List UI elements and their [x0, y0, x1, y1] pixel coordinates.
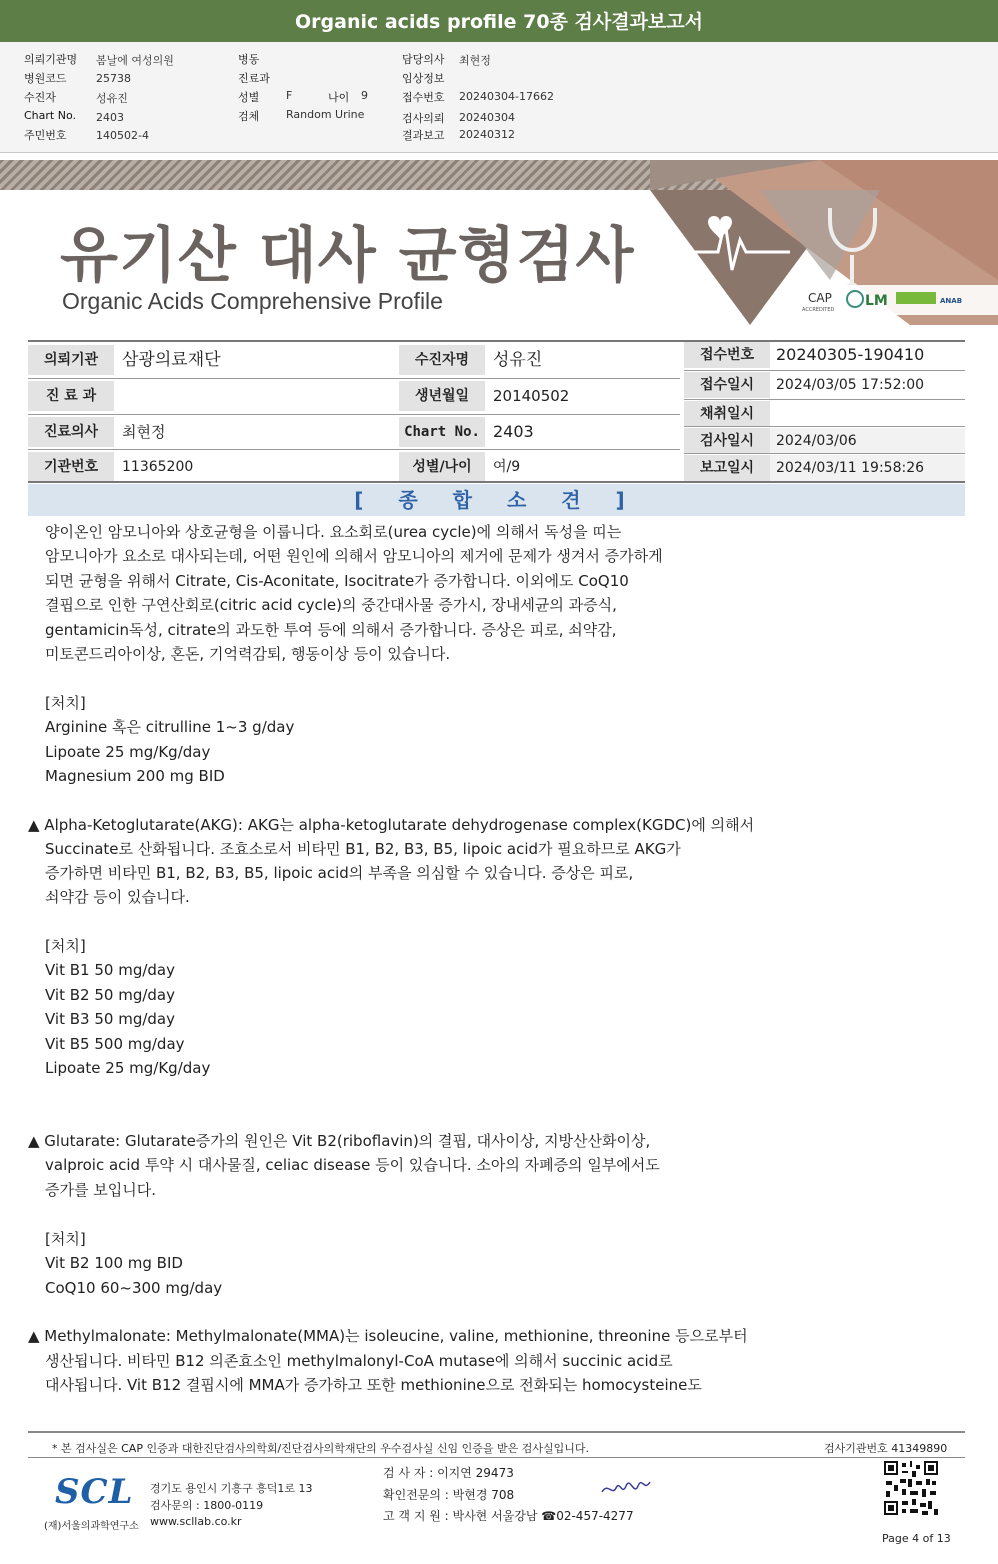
- institution-code-label: 기관번호: [28, 452, 114, 482]
- reception-no-value: 20240305-190410: [776, 345, 925, 364]
- accredited-label: ACCREDITED: [802, 307, 835, 313]
- specimen-value: Random Urine: [286, 108, 365, 121]
- dob-value: 20140502: [485, 381, 680, 411]
- signature-image: [598, 1478, 654, 1500]
- report-header: [0, 0, 998, 153]
- banner-artwork: [650, 160, 998, 325]
- treatment-item: Lipoate 25 mg/Kg/day: [45, 743, 211, 761]
- phone-inquiry: 검사문의 : 1800-0119: [150, 1499, 264, 1512]
- cap-logo: CAP: [808, 291, 832, 305]
- treatment-item: Magnesium 200 mg BID: [45, 767, 225, 785]
- report-title: Organic acids profile 70종 검사결과보고서: [0, 0, 998, 42]
- dept-label: 진료과: [238, 72, 270, 85]
- treatment-item: Arginine 혹은 citrulline 1~3 g/day: [45, 718, 295, 736]
- age-label: 나이: [328, 91, 350, 104]
- treatment-item: Vit B2 50 mg/day: [45, 986, 175, 1004]
- organization-name: (재)서울의과학연구소: [44, 1521, 139, 1532]
- report-date-value: 2024/03/11 19:58:26: [770, 455, 965, 481]
- treatment-label: [처치]: [45, 1230, 86, 1248]
- treatment-item: CoQ10 60~300 mg/day: [45, 1279, 223, 1297]
- lab-number: 검사기관번호 41349890: [824, 1442, 948, 1455]
- body-line: 증가를 보입니다.: [45, 1181, 156, 1199]
- banner-title-english: Organic Acids Comprehensive Profile: [62, 288, 443, 314]
- header-value: 봄날에 여성의원: [96, 54, 174, 67]
- scl-logo: SCL: [55, 1472, 134, 1512]
- page-number: Page 4 of 13: [882, 1532, 951, 1545]
- patient-name-value: 성유진: [485, 345, 680, 375]
- body-line: 대사됩니다. Vit B12 결핍시에 MMA가 증가하고 또한 methionine으로 전화되는 homocysteine도: [45, 1376, 702, 1394]
- header-value: 20240312: [459, 128, 515, 141]
- treatment-item: Lipoate 25 mg/Kg/day: [45, 1059, 211, 1077]
- treatment-item: Vit B5 500 mg/day: [45, 1035, 185, 1053]
- header-label: 병원코드: [24, 72, 67, 85]
- reception-date-label: 접수일시: [684, 372, 770, 398]
- treatment-label: [처치]: [45, 694, 86, 712]
- customer-support: 고 객 지 원 : 박사현 서울강남 ☎02-457-4277: [383, 1509, 634, 1523]
- body-line: 양이온인 암모니아와 상호균형을 이룹니다. 요소회로(urea cycle)에 의해서 독성을 띠는: [45, 523, 622, 541]
- sex-label: 성별: [238, 91, 260, 104]
- akg-heading-line: ▲ Alpha-Ketoglutarate(AKG): AKG는 alpha-ketoglutarate dehydrogenase complex(KGDC)에 의해서: [28, 816, 755, 834]
- svg-text:LM: LM: [865, 293, 888, 309]
- glutarate-heading-line: ▲ Glutarate: Glutarate증가의 원인은 Vit B2(riboflavin)의 결핍, 대사이상, 지방산산화이상,: [28, 1132, 651, 1150]
- header-value: 성유진: [96, 92, 128, 105]
- tester: 검 사 자 : 이지연 29473: [383, 1466, 514, 1480]
- header-label: 결과보고: [402, 129, 445, 142]
- footer-divider: [28, 1431, 965, 1433]
- header-label: Chart No.: [24, 109, 76, 122]
- reception-date-value: 2024/03/05 17:52:00: [776, 377, 925, 393]
- header-value: 140502-4: [96, 129, 149, 142]
- body-line: 암모니아가 요소로 대사되는데, 어떤 원인에 의해서 암모니아의 제거에 문제가 생겨서 증가하게: [45, 547, 663, 565]
- website-link[interactable]: www.scllab.co.kr: [150, 1515, 242, 1528]
- body-line: 생산됩니다. 비타민 B12 의존효소인 methylmalonyl-CoA mutase에 의해서 succinic acid로: [45, 1352, 673, 1370]
- header-label: 의뢰기관명: [24, 53, 78, 66]
- header-value: 25738: [96, 72, 131, 85]
- institution-value: 삼광의료재단: [114, 345, 399, 375]
- treatment-item: Vit B3 50 mg/day: [45, 1010, 175, 1028]
- banner-title-korean: 유기산 대사 균형검사: [60, 221, 635, 291]
- header-label: 임상정보: [402, 72, 445, 85]
- header-value: 20240304: [459, 111, 515, 124]
- specimen-label: 검체: [238, 110, 260, 123]
- dept-label: 진 료 과: [28, 381, 114, 411]
- treatment-item: Vit B2 100 mg BID: [45, 1254, 183, 1272]
- chart-no-label: Chart No.: [399, 417, 485, 447]
- certification-note: * 본 검사실은 CAP 인증과 대한진단검사의학회/진단검사의학재단의 우수검사실 신임 인증을 받은 검사실입니다.: [52, 1442, 590, 1455]
- collection-date-label: 채취일시: [684, 401, 770, 427]
- body-line: gentamicin독성, citrate의 과도한 투여 등에 의해서 증가합니다. 증상은 피로, 쇠약감,: [45, 621, 617, 639]
- test-date-label: 검사일시: [684, 428, 770, 454]
- institution-code-value: 11365200: [114, 452, 399, 482]
- patient-name-label: 수진자명: [399, 345, 485, 375]
- header-value: 최현정: [459, 54, 491, 67]
- doctor-value: 최현정: [114, 417, 399, 447]
- sex-value: F: [286, 89, 293, 102]
- sex-age-label: 성별/나이: [399, 452, 485, 482]
- sex-age-value: 여/9: [485, 452, 680, 482]
- test-date-value: 2024/03/06: [770, 428, 965, 454]
- header-value: 2403: [96, 111, 124, 124]
- treatment-label: [처치]: [45, 937, 86, 955]
- body-line: valproic acid 투약 시 대사물질, celiac disease 등이 있습니다. 소아의 자폐증의 일부에서도: [45, 1156, 660, 1174]
- body-line: 되면 균형을 위해서 Citrate, Cis-Aconitate, Isocitrate가 증가합니다. 이외에도 CoQ10: [45, 572, 629, 590]
- header-label: 검사의뢰: [402, 112, 445, 125]
- header-label: 주민번호: [24, 129, 67, 142]
- age-value: 9: [361, 89, 368, 102]
- header-label: 담당의사: [402, 53, 445, 66]
- qr-code-icon: [884, 1461, 938, 1515]
- report-date-label: 보고일시: [684, 455, 770, 481]
- specialist: 확인전문의 : 박현경 708: [383, 1488, 515, 1502]
- anab-logo: ANAB: [940, 297, 963, 305]
- reception-no-label: 접수번호: [684, 342, 770, 368]
- summary-section-title: [ 종 합 소 견 ]: [28, 484, 965, 516]
- body-line: 결핍으로 인한 구연산회로(citric acid cycle)의 중간대사물 증가시, 장내세균의 과증식,: [45, 596, 617, 614]
- header-value: 20240304-17662: [459, 90, 554, 103]
- body-line: 미토콘드리아이상, 혼돈, 기억력감퇴, 행동이상 등이 있습니다.: [45, 645, 451, 663]
- header-label: 접수번호: [402, 91, 445, 104]
- mma-heading-line: ▲ Methylmalonate: Methylmalonate(MMA)는 isoleucine, valine, methionine, threonine 등으로부터: [28, 1327, 748, 1345]
- treatment-item: Vit B1 50 mg/day: [45, 961, 175, 979]
- body-line: 증가하면 비타민 B1, B2, B3, B5, lipoic acid의 부족을 의심할 수 있습니다. 증상은 피로,: [45, 864, 634, 882]
- chart-no-value: 2403: [485, 417, 680, 447]
- header-label: 수진자: [24, 91, 56, 104]
- institution-label: 의뢰기관: [28, 345, 114, 375]
- body-line: Succinate로 산화됩니다. 조효소로서 비타민 B1, B2, B3, B5, lipoic acid가 필요하므로 AKG가: [45, 840, 681, 858]
- address: 경기도 용인시 기흥구 흥덕1로 13: [150, 1482, 313, 1495]
- body-line: 쇠약감 등이 있습니다.: [45, 888, 190, 906]
- doctor-label: 진료의사: [28, 417, 114, 447]
- dob-label: 생년월일: [399, 381, 485, 411]
- ward-label: 병동: [238, 53, 260, 66]
